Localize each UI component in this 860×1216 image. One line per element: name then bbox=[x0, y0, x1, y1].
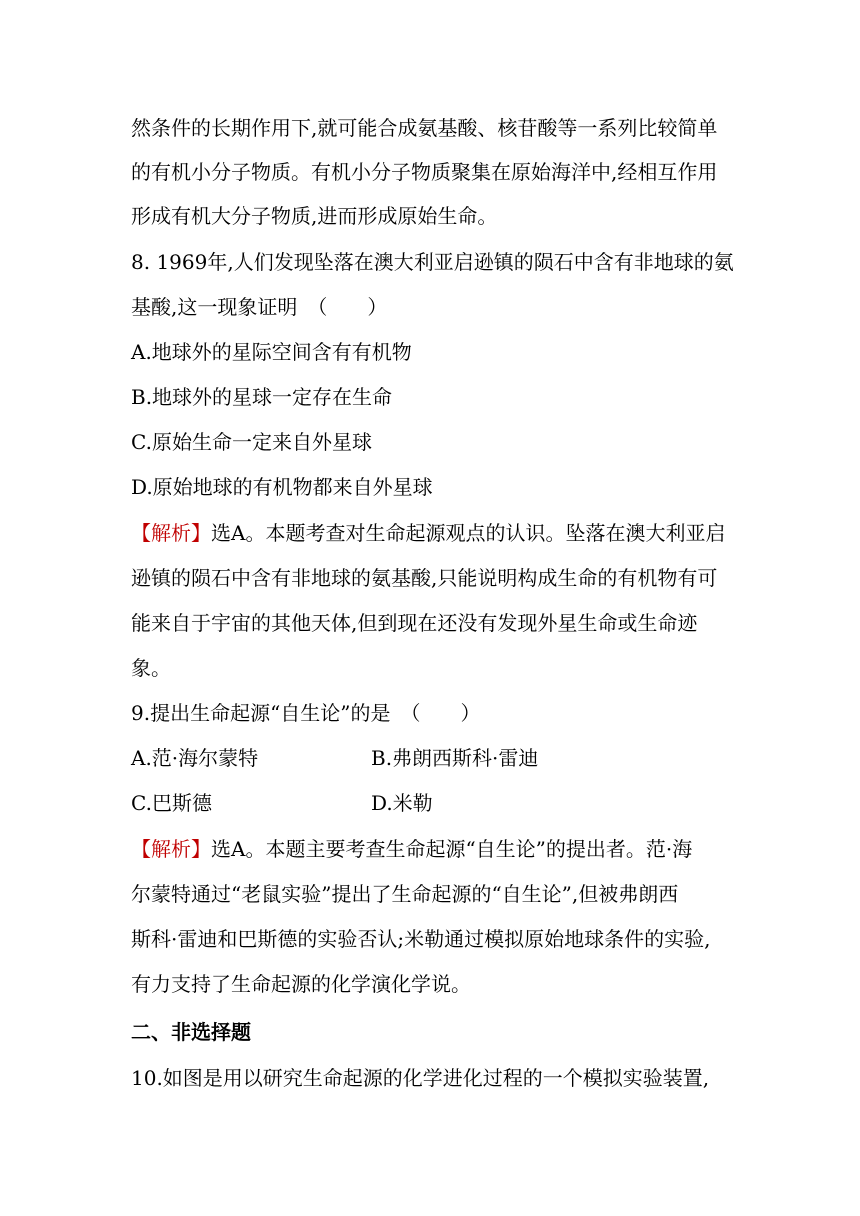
question-8-option-c: C.原始生命一定来自外星球 bbox=[131, 430, 372, 454]
question-8-option-d: D.原始地球的有机物都来自外星球 bbox=[131, 475, 433, 499]
question-9-analysis-line-3: 斯科·雷迪和巴斯德的实验否认;米勒通过模拟原始地球条件的实验, bbox=[131, 927, 711, 951]
analysis-tag: 【解析】 bbox=[131, 837, 211, 861]
question-9-stem: 9.提出生命起源“自生论”的是 （ ） bbox=[131, 701, 481, 725]
question-8-stem-line-1: 8. 1969年,人们发现坠落在澳大利亚启逊镇的陨石中含有非地球的氨 bbox=[131, 250, 734, 274]
question-9-option-a: A.范·海尔蒙特 bbox=[131, 746, 259, 770]
question-9-options-row-2 bbox=[131, 789, 741, 817]
analysis-text: 选A。本题考查对生命起源观点的认识。坠落在澳大利亚启 bbox=[211, 521, 726, 545]
analysis-text: 选A。本题主要考查生命起源“自生论”的提出者。范·海 bbox=[211, 837, 693, 861]
question-9-options-row-1 bbox=[131, 744, 741, 772]
question-8-analysis-line-2: 逊镇的陨石中含有非地球的氨基酸,只能说明构成生命的有机物有可 bbox=[131, 566, 718, 590]
question-9-analysis-line-2: 尔蒙特通过“老鼠实验”提出了生命起源的“自生论”,但被弗朗西 bbox=[131, 882, 679, 906]
paragraph-line: 形成有机大分子物质,进而形成原始生命。 bbox=[131, 204, 498, 228]
question-8-analysis-line-1 bbox=[131, 519, 741, 547]
paragraph-line: 然条件的长期作用下,就可能合成氨基酸、核苷酸等一系列比较简单 bbox=[131, 116, 718, 140]
question-9-option-d: D.米勒 bbox=[371, 791, 433, 815]
paragraph-line: 的有机小分子物质。有机小分子物质聚集在原始海洋中,经相互作用 bbox=[131, 160, 718, 184]
question-9-option-b: B.弗朗西斯科·雷迪 bbox=[371, 746, 539, 770]
question-8-option-b: B.地球外的星球一定存在生命 bbox=[131, 385, 393, 409]
question-9-analysis-line-4: 有力支持了生命起源的化学演化学说。 bbox=[131, 972, 471, 996]
question-8-option-a: A.地球外的星际空间含有有机物 bbox=[131, 340, 412, 364]
question-8-analysis-line-4: 象。 bbox=[131, 656, 171, 680]
section-title: 二、非选择题 bbox=[131, 1020, 251, 1044]
question-9-option-c: C.巴斯德 bbox=[131, 791, 212, 815]
question-10-stem-line-1: 10.如图是用以研究生命起源的化学进化过程的一个模拟实验装置, bbox=[131, 1066, 710, 1090]
question-9-analysis-line-1 bbox=[131, 835, 741, 863]
analysis-tag: 【解析】 bbox=[131, 521, 211, 545]
question-8-analysis-line-3: 能来自于宇宙的其他天体,但到现在还没有发现外星生命或生命迹 bbox=[131, 611, 698, 635]
question-8-stem-line-2: 基酸,这一现象证明 （ ） bbox=[131, 295, 388, 319]
